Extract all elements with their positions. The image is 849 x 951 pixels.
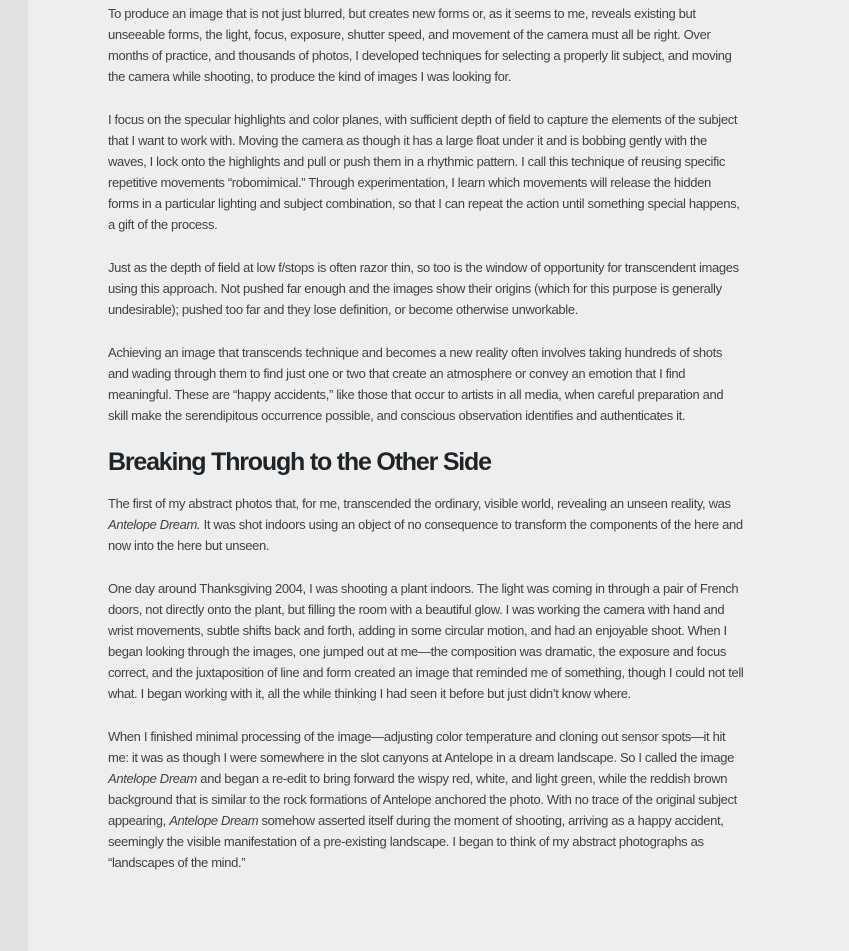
- paragraph: [108, 726, 744, 873]
- text-segment: somehow asserted itself during the moment of shooting, arriving as a happy accident, seemingly the visible manifestation of a pre-existing landscape. I began to think of my abstract photographs as “landscapes of the mind.”: [108, 813, 724, 870]
- paragraph: [108, 257, 744, 320]
- text-segment: Just as the depth of field at low f/stops is often razor thin, so too is the window of opportunity for transcendent images using this approach. Not pushed far enough and the images show their origins (which for this purpose is generally undesirable); pushed too far and they lose definition, or become otherwise unworkable.: [108, 260, 739, 317]
- article-content: [108, 3, 744, 895]
- italic-text-segment: Antelope Dream.: [108, 517, 201, 532]
- content-surface: [28, 0, 849, 951]
- text-segment: and began a re-edit to bring forward the wispy red, white, and light green, while the reddish brown background that is similar to the rock formations of Antelope anchored the photo. With no trace of the original subject appearing,: [108, 771, 737, 828]
- text-segment: I focus on the specular highlights and color planes, with sufficient depth of field to capture the elements of the subject that I want to work with. Moving the camera as though it has a large float under it and is bobbing gently with the waves, I lock onto the highlights and pull or push them in a rhythmic pattern. I call this technique of reusing specific repetitive movements “robomimical.” Through experimentation, I learn which movements will release the hidden forms in a particular lighting and subject combination, so that I can repeat the action until something special happens, a gift of the process.: [108, 112, 740, 232]
- text-segment: To produce an image that is not just blurred, but creates new forms or, as it seems to me, reveals existing but unseeable forms, the light, focus, exposure, shutter speed, and movement of the camera must all be right. Over months of practice, and thousands of photos, I developed techniques for selecting a properly lit subject, and moving the camera while shooting, to produce the kind of images I was looking for.: [108, 6, 732, 84]
- paragraph: [108, 3, 744, 87]
- paragraph: [108, 342, 744, 426]
- text-segment: It was shot indoors using an object of no consequence to transform the components of the here and now into the here but unseen.: [108, 517, 743, 553]
- text-segment: One day around Thanksgiving 2004, I was shooting a plant indoors. The light was coming in through a pair of French doors, not directly onto the plant, but filling the room with a beautiful glow. I was working the camera with hand and wrist movements, subtle shifts back and forth, adding in some circular motion, and had an enjoyable shoot. When I began looking through the images, one jumped out at me—the composition was dramatic, the exposure and focus correct, and the juxtaposition of line and form created an image that reminded me of something, though I could not tell what. I began working with it, all the while thinking I had seen it before but just didn’t know where.: [108, 581, 744, 701]
- italic-text-segment: Antelope Dream: [169, 813, 259, 828]
- text-segment: When I finished minimal processing of the image—adjusting color temperature and cloning out sensor spots—it hit me: it was as though I were somewhere in the slot canyons at Antelope in a dream landscape. So I called the image: [108, 729, 734, 765]
- paragraph: [108, 578, 744, 704]
- paragraph: [108, 493, 744, 556]
- section-heading: Breaking Through to the Other Side: [108, 448, 491, 476]
- paragraph: [108, 109, 744, 235]
- italic-text-segment: Antelope Dream: [108, 771, 198, 786]
- text-segment: Achieving an image that transcends technique and becomes a new reality often involves taking hundreds of shots and wading through them to find just one or two that create an atmosphere or convey an emotion that I find meaningful. These are “happy accidents,” like those that occur to artists in all media, when careful preparation and skill make the serendipitous occurrence possible, and conscious observation identifies and authenticates it.: [108, 345, 724, 423]
- text-segment: The first of my abstract photos that, for me, transcended the ordinary, visible world, revealing an unseen reality, was: [108, 496, 731, 511]
